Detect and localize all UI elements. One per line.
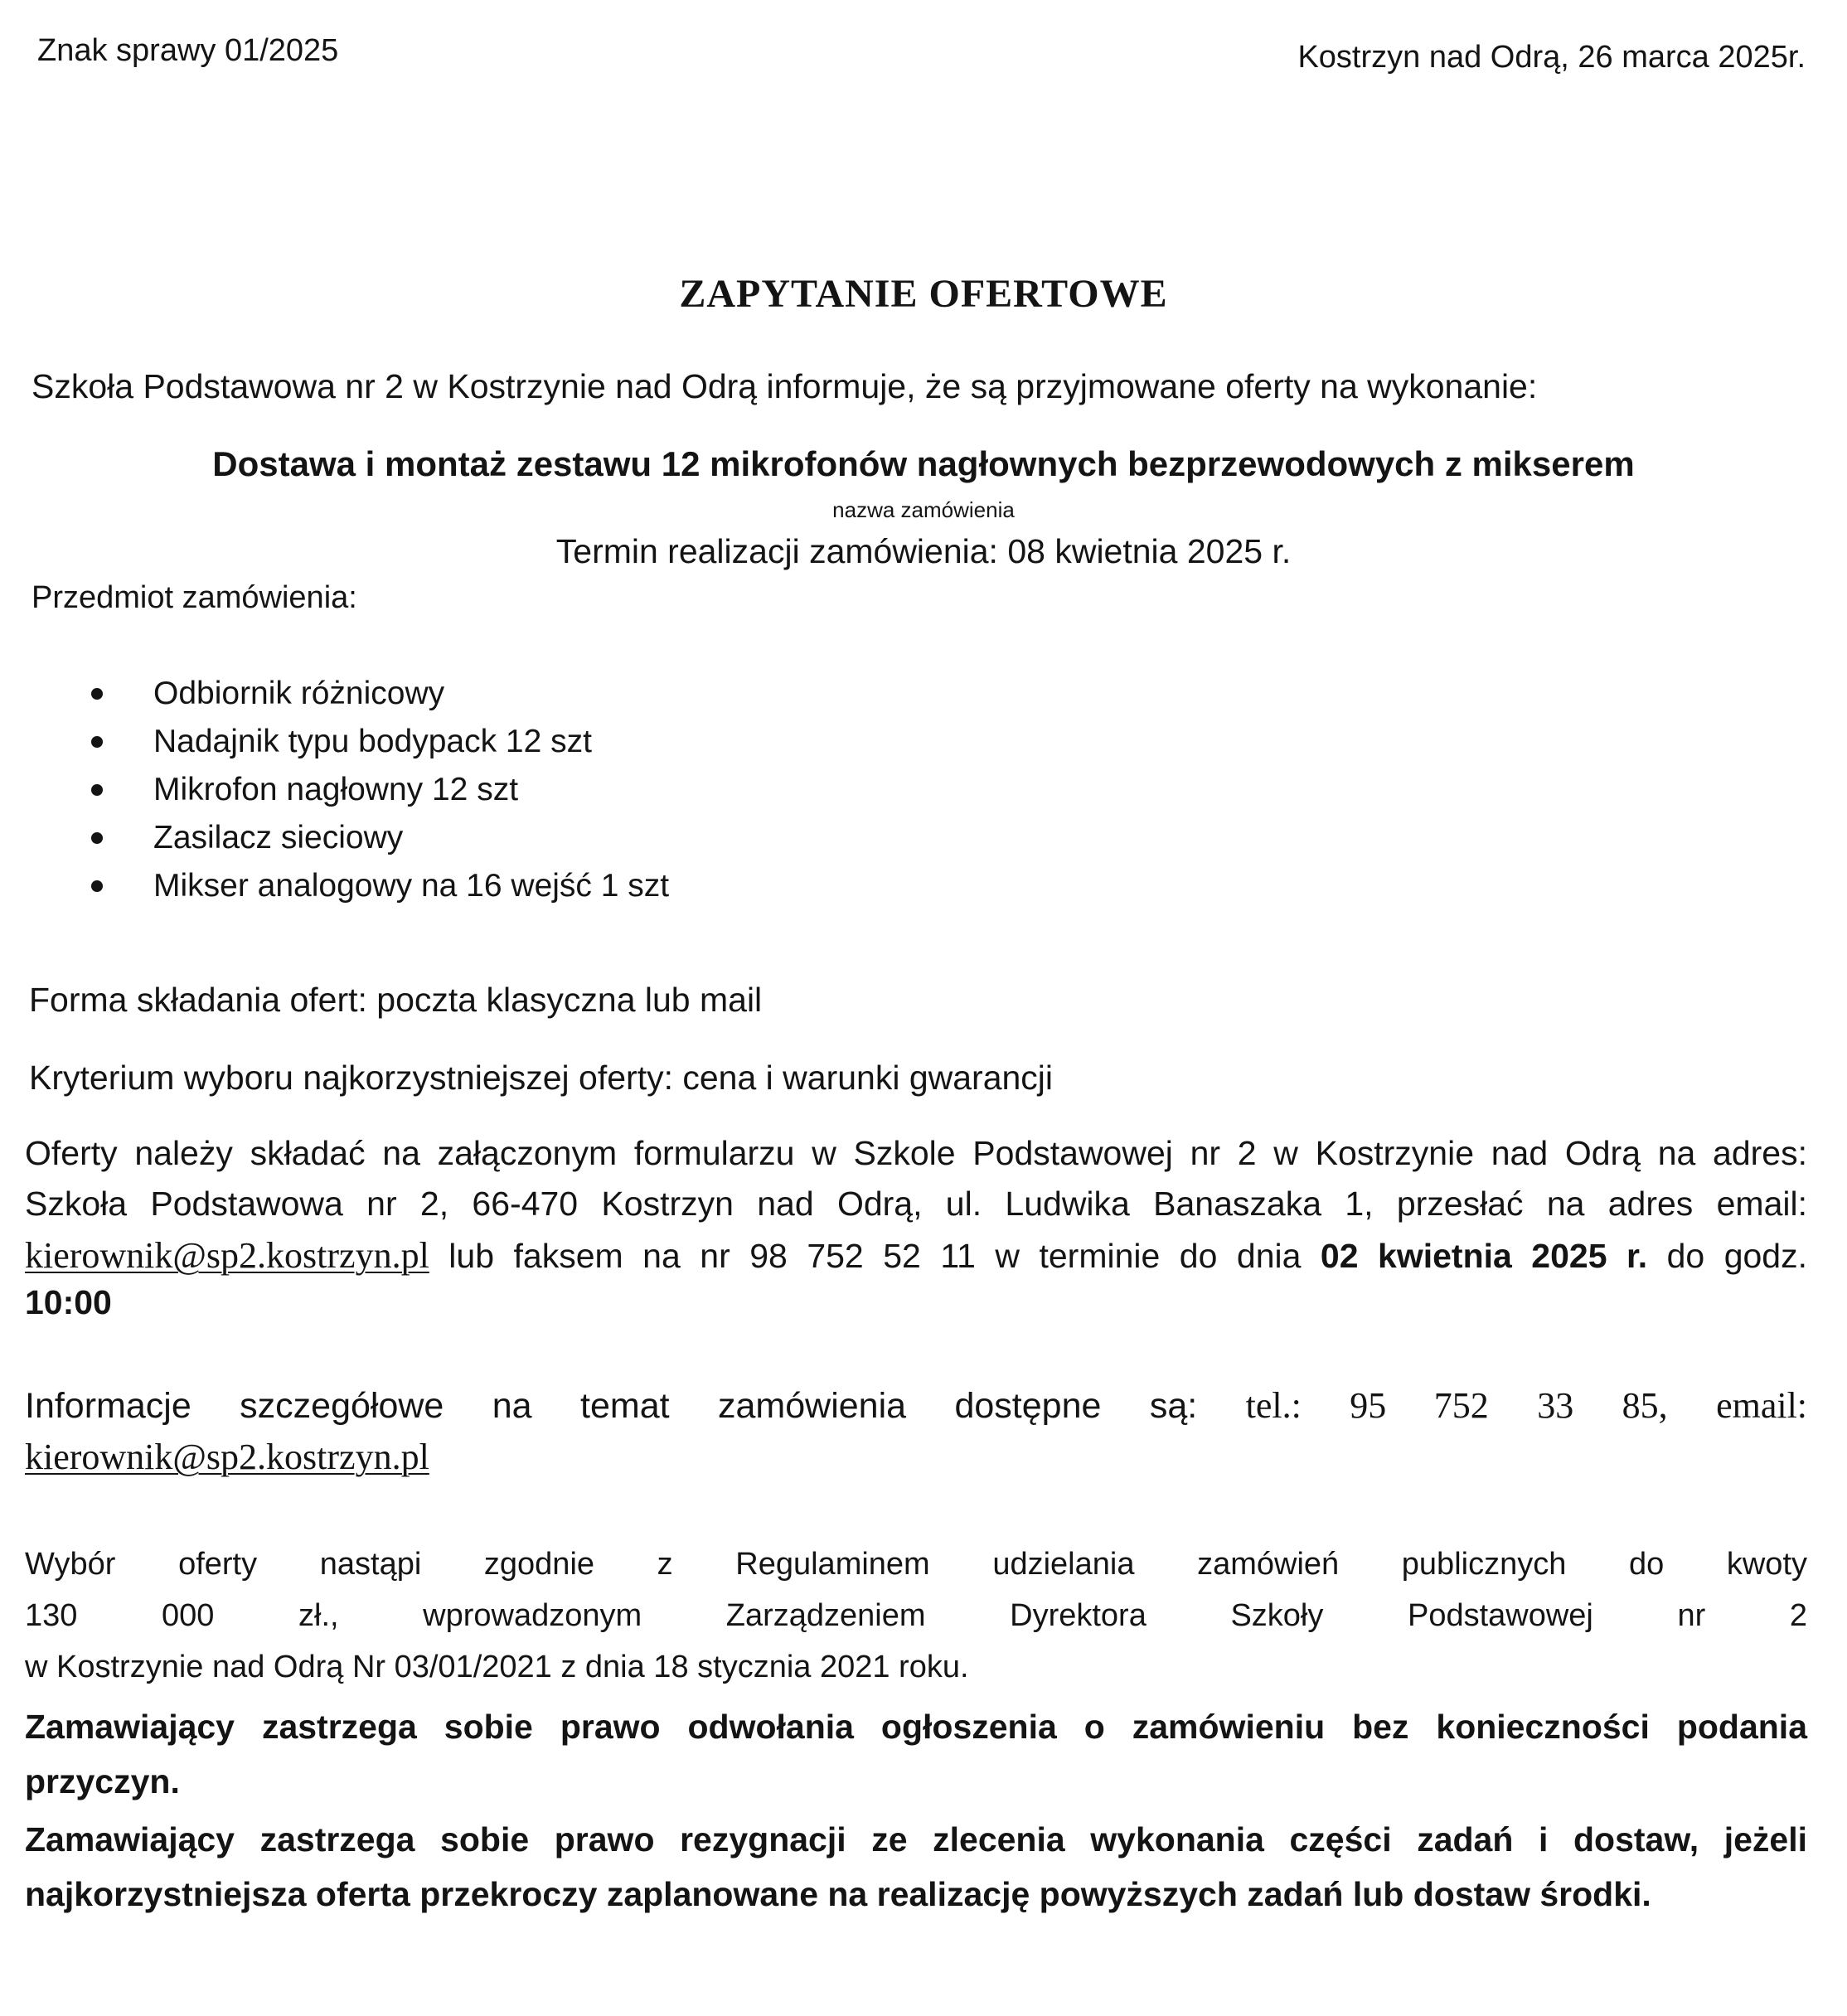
bullet-icon	[91, 832, 103, 844]
reservation-paragraph-line: Zamawiający zastrzega sobie prawo rezygnacji ze zlecenia wykonania części zadań i dostaw, jeżeli	[25, 1820, 1807, 1858]
intro-paragraph: Szkoła Podstawowa nr 2 w Kostrzynie nad Odrą informuje, że są przyjmowane oferty na wykonanie:	[32, 367, 1538, 405]
document-title: ZAPYTANIE OFERTOWE	[679, 272, 1168, 316]
tel-label: tel.:	[1245, 1385, 1302, 1426]
offers-paragraph-line: Oferty należy składać na załączonym formularzu w Szkole Podstawowej nr 2 w Kostrzynie nad Odrą na adres:	[25, 1134, 1807, 1172]
list-item-label: Odbiornik różnicowy	[153, 676, 445, 711]
deadline-time: 10:00	[25, 1283, 112, 1321]
selection-criterion: Kryterium wyboru najkorzystniejszej oferty: cena i warunki gwarancji	[29, 1059, 1054, 1097]
info-paragraph-line	[25, 1436, 429, 1478]
case-reference: Znak sprawy 01/2025	[37, 33, 339, 68]
bullet-icon	[91, 784, 103, 796]
order-name-caption: nazwa zamówienia	[832, 497, 1015, 522]
tel-number-part: 85,	[1622, 1385, 1668, 1426]
list-item-label: Mikser analogowy na 16 wejść 1 szt	[153, 868, 670, 904]
reservation-paragraph-line: przyczyn.	[25, 1762, 180, 1800]
reservation-paragraph-line: Zamawiający zastrzega sobie prawo odwołania ogłoszenia o zamówieniu bez konieczności podania	[25, 1708, 1807, 1746]
choice-paragraph-line: 130 000 zł., wprowadzonym Zarządzeniem Dyrektora Szkoły Podstawowej nr 2	[25, 1598, 1807, 1633]
email-link[interactable]: kierownik@sp2.kostrzyn.pl	[25, 1235, 429, 1276]
order-name: Dostawa i montaż zestawu 12 mikrofonów nagłownych bezprzewodowych z mikserem	[212, 444, 1635, 483]
offers-paragraph-line	[25, 1234, 1807, 1277]
bullet-icon	[91, 688, 103, 700]
completion-deadline: Termin realizacji zamówienia: 08 kwietnia 2025 r.	[555, 532, 1292, 570]
email-label: email:	[1716, 1385, 1808, 1426]
tel-number-part: 95 752	[1350, 1385, 1489, 1426]
list-item-label: Zasilacz sieciowy	[153, 820, 404, 855]
deadline-date: 02 kwietnia 2025 r.	[1320, 1237, 1648, 1275]
bullet-icon	[91, 736, 103, 748]
info-paragraph-line	[25, 1384, 1807, 1427]
offers-paragraph-line: Szkoła Podstawowa nr 2, 66-470 Kostrzyn nad Odrą, ul. Ludwika Banaszaka 1, przesłać na adres email:	[25, 1185, 1807, 1223]
reservation-paragraph-line: najkorzystniejsza oferta przekroczy zaplanowane na realizację powyższych zadań lub dostaw środki.	[25, 1875, 1651, 1913]
subject-heading: Przedmiot zamówienia:	[32, 580, 357, 615]
choice-paragraph-line: Wybór oferty nastąpi zgodnie z Regulaminem udzielania zamówień publicznych do kwoty	[25, 1547, 1807, 1582]
email-link[interactable]: kierownik@sp2.kostrzyn.pl	[25, 1437, 429, 1477]
tel-number-part: 33	[1537, 1385, 1574, 1426]
list-item-label: Mikrofon nagłowny 12 szt	[153, 772, 519, 807]
info-text: Informacje szczegółowe na temat zamówienia dostępne są:	[25, 1386, 1198, 1426]
choice-paragraph-line: w Kostrzynie nad Odrą Nr 03/01/2021 z dnia 18 stycznia 2021 roku.	[25, 1650, 969, 1684]
fax-and-deadline-text: lub faksem na nr 98 752 52 11 w terminie do dnia	[429, 1237, 1321, 1275]
offer-submission-form: Forma składania ofert: poczta klasyczna lub mail	[29, 981, 763, 1019]
list-item-label: Nadajnik typu bodypack 12 szt	[153, 724, 592, 759]
bullet-icon	[91, 880, 103, 892]
deadline-hour-label: do godz.	[1647, 1237, 1807, 1275]
place-and-date: Kostrzyn nad Odrą, 26 marca 2025r.	[1297, 40, 1806, 75]
